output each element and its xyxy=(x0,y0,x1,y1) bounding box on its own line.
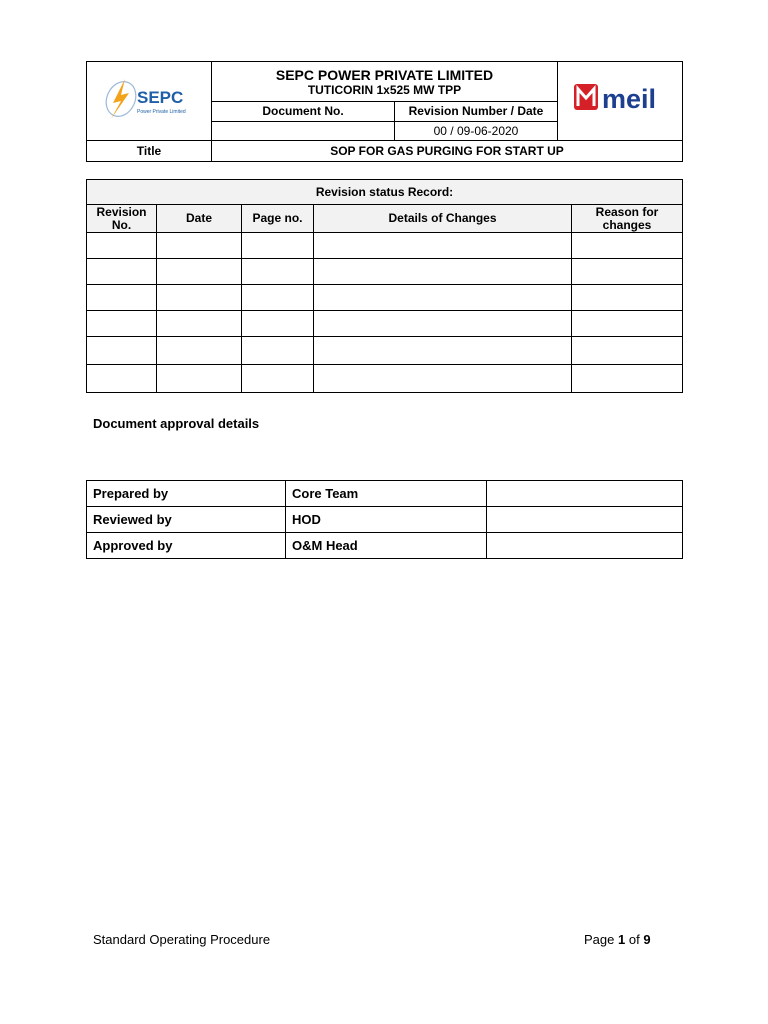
table-cell xyxy=(87,311,157,337)
table-cell xyxy=(157,259,242,285)
revision-status-table xyxy=(86,179,683,393)
meil-logo-icon xyxy=(570,80,670,116)
approval-row xyxy=(87,507,683,533)
sepc-logo-icon xyxy=(99,73,199,123)
table-cell xyxy=(572,259,683,285)
table-cell xyxy=(242,337,314,365)
sepc-logo-text: SEPC xyxy=(137,88,184,108)
approval-row xyxy=(87,481,683,507)
table-cell xyxy=(314,311,572,337)
table-cell xyxy=(314,233,572,259)
table-cell xyxy=(87,285,157,311)
approval-signature xyxy=(487,507,683,533)
document-number-value xyxy=(212,121,395,140)
table-cell xyxy=(157,365,242,393)
approval-role: Reviewed by xyxy=(87,507,286,533)
approval-person: O&M Head xyxy=(286,533,487,559)
table-cell xyxy=(87,233,157,259)
table-cell xyxy=(87,337,157,365)
column-header: Date xyxy=(157,205,242,233)
approval-role: Approved by xyxy=(87,533,286,559)
table-cell xyxy=(242,365,314,393)
table-cell xyxy=(314,337,572,365)
company-name: SEPC POWER PRIVATE LIMITED xyxy=(275,66,494,83)
table-cell xyxy=(572,233,683,259)
page-prefix: Page xyxy=(584,932,615,947)
column-header: Details of Changes xyxy=(314,205,572,233)
revision-table-caption: Revision status Record: xyxy=(87,180,683,205)
table-row xyxy=(87,259,683,285)
table-row xyxy=(87,233,683,259)
approval-signature xyxy=(487,481,683,507)
sepc-logo-tagline: Power Private Limited xyxy=(137,109,186,116)
footer-document-type: Standard Operating Procedure xyxy=(93,932,271,947)
table-cell xyxy=(572,365,683,393)
approval-signature xyxy=(487,533,683,559)
table-cell xyxy=(242,259,314,285)
page-total: 9 xyxy=(643,932,651,947)
page-current: 1 xyxy=(618,932,626,947)
company-block xyxy=(212,62,558,102)
table-cell xyxy=(87,365,157,393)
table-cell xyxy=(242,311,314,337)
meil-logo-text: meil xyxy=(602,84,657,115)
document-title: SOP FOR GAS PURGING FOR START UP xyxy=(212,140,683,161)
revision-number-date-label: Revision Number / Date xyxy=(395,102,558,121)
table-cell xyxy=(242,285,314,311)
table-cell xyxy=(87,259,157,285)
table-cell xyxy=(314,285,572,311)
table-row xyxy=(87,365,683,393)
table-row xyxy=(87,337,683,365)
sepc-logo xyxy=(87,62,212,141)
table-cell xyxy=(157,285,242,311)
table-cell xyxy=(314,259,572,285)
approval-section-title: Document approval details xyxy=(93,416,260,431)
column-header: Revision No. xyxy=(87,205,157,233)
plant-name: TUTICORIN 1x525 MW TPP xyxy=(307,82,462,97)
table-cell xyxy=(314,365,572,393)
approval-person: HOD xyxy=(286,507,487,533)
approval-role: Prepared by xyxy=(87,481,286,507)
revision-number-date-value: 00 / 09-06-2020 xyxy=(395,121,558,140)
table-cell xyxy=(572,285,683,311)
approval-row xyxy=(87,533,683,559)
table-row xyxy=(87,285,683,311)
table-row xyxy=(87,311,683,337)
column-header: Page no. xyxy=(242,205,314,233)
document-number-label: Document No. xyxy=(212,102,395,121)
table-cell xyxy=(157,233,242,259)
table-cell xyxy=(157,311,242,337)
page-of: of xyxy=(628,932,640,947)
table-cell xyxy=(157,337,242,365)
table-cell xyxy=(242,233,314,259)
footer-page-number xyxy=(584,932,651,947)
table-cell xyxy=(572,311,683,337)
meil-logo xyxy=(558,62,683,141)
approval-person: Core Team xyxy=(286,481,487,507)
table-cell xyxy=(572,337,683,365)
document-header xyxy=(86,61,683,162)
title-label: Title xyxy=(87,140,212,161)
column-header: Reason for changes xyxy=(572,205,683,233)
approval-table xyxy=(86,480,683,559)
